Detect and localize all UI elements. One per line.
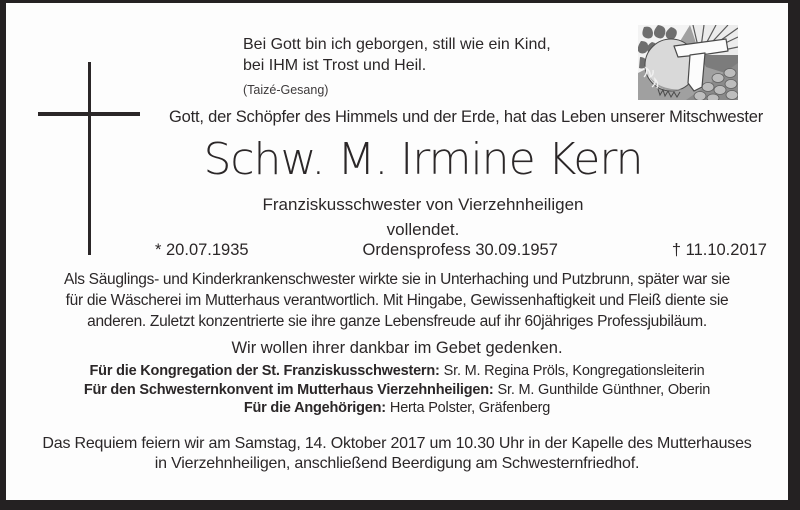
funeral-info [25, 434, 769, 473]
mourner-line-convent [25, 381, 769, 400]
mourner-label: Für die Angehörigen: [243, 400, 386, 416]
completion-line: vollendet. [386, 220, 460, 239]
funeral-line-2: in Vierzehnheiligen, anschließend Beerdigung am Schwesternfriedhof. [154, 454, 640, 472]
mourner-names: Herta Polster, Gräfenberg [389, 400, 551, 416]
cross-vertical-bar [88, 62, 91, 255]
obituary-line-2: für die Wäscherei im Mutterhaus verantwortlich. Mit Hingabe, Gewissenhaftigkeit und Fleiß diente sie [65, 292, 729, 309]
death-date: † 11.10.2017 [671, 241, 767, 259]
epigraph-line-2: bei IHM ist Trost und Heil. [243, 57, 427, 74]
obituary-card [6, 3, 788, 500]
epigraph-source: (Taizé-Gesang) [243, 83, 329, 97]
mourner-label: Für den Schwesternkonvent im Mutterhaus Vierzehnheiligen: [83, 381, 494, 398]
mourners-list [25, 362, 769, 418]
intro-line: Gott, der Schöpfer des Himmels und der Erde, hat das Leben unserer Mitschwester [168, 108, 764, 126]
order-subtitle: Franziskusschwester von Vierzehnheiligen [262, 195, 584, 214]
mourner-line-family [25, 399, 769, 418]
epigraph [243, 34, 551, 101]
birth-date: * 20.07.1935 [155, 241, 249, 259]
tau-cross-emblem-icon [638, 25, 738, 100]
cross-horizontal-bar [38, 112, 140, 116]
deceased-name: Schw. M. Irmine Kern [203, 134, 643, 185]
epigraph-line-1: Bei Gott bin ich geborgen, still wie ein Kind, [243, 36, 551, 53]
life-dates-row [155, 241, 767, 260]
mourner-label: Für die Kongregation der St. Franziskusschwestern: [89, 363, 440, 379]
mourner-names: Sr. M. Regina Pröls, Kongregationsleiterin [443, 363, 705, 379]
obituary-line-3: anderen. Zuletzt konzentrierte sie ihre ganze Lebensfreude auf ihr 60jähriges Professjubiläum. [87, 313, 707, 330]
mourner-names: Sr. M. Gunthilde Günthner, Oberin [497, 381, 711, 398]
obituary-paragraph [25, 269, 769, 332]
funeral-line-1: Das Requiem feiern wir am Samstag, 14. Oktober 2017 um 10.30 Uhr in der Kapelle des Mutterhauses [42, 435, 752, 452]
obituary-line-1: Als Säuglings- und Kinderkrankenschwester wirkte sie in Unterhaching und Putzbrunn, später war sie [64, 271, 730, 288]
remembrance-line: Wir wollen ihrer dankbar im Gebet gedenken. [231, 339, 563, 357]
profession-date: Ordensprofess 30.09.1957 [362, 241, 558, 259]
mourner-line-congregation [25, 362, 769, 381]
